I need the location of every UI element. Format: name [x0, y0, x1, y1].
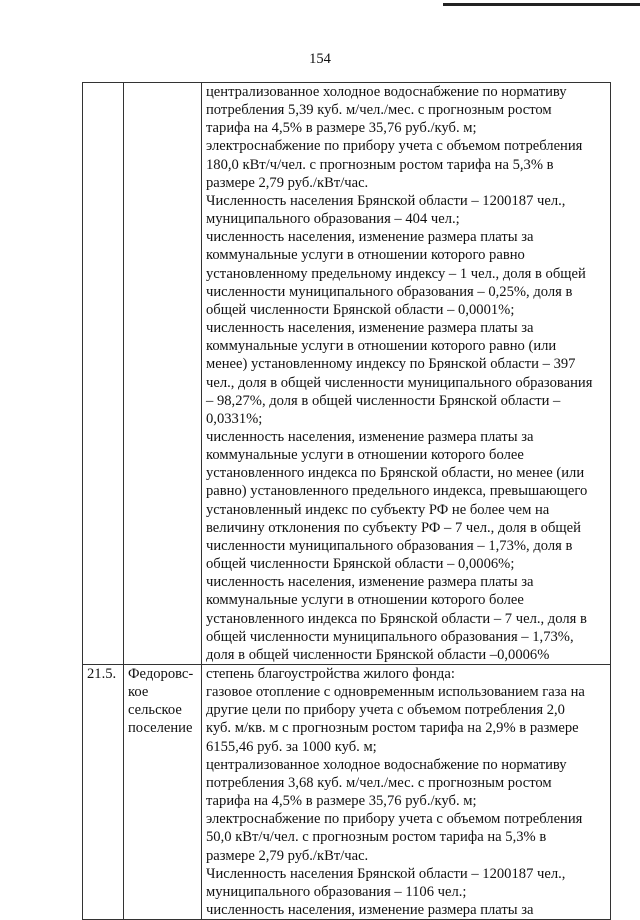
text-line: электроснабжение по прибору учета с объемом потребления [206, 811, 583, 828]
text-line: муниципального образования – 1106 чел.; [206, 883, 467, 900]
text-line: тарифа на 4,5% в размере 35,76 руб./куб. м; [206, 120, 477, 137]
text-line: потребления 5,39 куб. м/чел./мес. с прогнозным ростом [206, 102, 552, 119]
text-line: численность населения, изменение размера платы за [206, 574, 534, 591]
text-line: общей численности Брянской области – 0,0006%; [206, 556, 515, 573]
text-line: степень благоустройства жилого фонда: [206, 666, 455, 682]
text-line: муниципального образования – 404 чел.; [206, 211, 460, 228]
text-line: численности муниципального образования – 1,73%, доля в [206, 537, 573, 554]
text-line: доля в общей численности Брянской области –0,0006% [206, 646, 550, 663]
text-line: численность населения, изменение размера платы за [206, 320, 534, 337]
text-line: установленному предельному индексу – 1 чел., доля в общей [206, 265, 586, 282]
text-line: централизованное холодное водоснабжение по нормативу [206, 84, 567, 100]
text-line: чел., доля в общей численности муниципального образования [206, 374, 593, 391]
text-line: численность населения, изменение размера платы за [206, 902, 534, 919]
text-line: газовое отопление с одновременным использованием газа на [206, 684, 585, 701]
text-line: тарифа на 4,5% в размере 35,76 руб./куб. м; [206, 793, 477, 810]
text-line: установленный индекс по субъекту РФ не более чем на [206, 501, 550, 518]
text-line: 0,0331%; [206, 410, 263, 427]
text-line: Численность населения Брянской области – 1200187 чел., [206, 192, 566, 209]
row-number-cell: 21.5. [83, 665, 124, 920]
name-line: кое [128, 684, 149, 701]
text-line: величину отклонения по субъекту РФ – 7 чел., доля в общей [206, 519, 581, 536]
text-line: централизованное холодное водоснабжение по нормативу [206, 756, 567, 773]
text-line: общей численности Брянской области – 0,0001%; [206, 301, 515, 318]
text-line: 50,0 кВт/ч/чел. с прогнозным ростом тарифа на 5,3% в [206, 829, 547, 846]
description-cell [202, 83, 611, 665]
text-line: электроснабжение по прибору учета с объемом потребления [206, 138, 583, 155]
text-line: коммунальные услуги в отношении которого более [206, 592, 524, 609]
page-number: 154 [309, 51, 331, 67]
top-rule [443, 3, 640, 6]
text-line: куб. м/кв. м с прогнозным ростом тарифа на 2,9% в размере [206, 720, 579, 737]
name-line: Федоровс- [128, 666, 194, 682]
table-row [83, 83, 611, 665]
text-line: потребления 3,68 куб. м/чел./мес. с прогнозным ростом [206, 774, 552, 791]
text-line: коммунальные услуги в отношении которого равно [206, 247, 525, 264]
data-table [82, 82, 611, 920]
text-line: размере 2,79 руб./кВт/час. [206, 174, 369, 191]
municipality-name-cell [124, 83, 202, 665]
text-line: установленного индекса по Брянской области, но менее (или [206, 465, 585, 482]
text-line: численности муниципального образования – 0,25%, доля в [206, 283, 573, 300]
text-line: другие цели по прибору учета с объемом потребления 2,0 [206, 702, 565, 719]
text-line: размере 2,79 руб./кВт/час. [206, 847, 369, 864]
text-line: равно) установленного предельного индекса, превышающего [206, 483, 588, 500]
text-line: установленного индекса по Брянской области – 7 чел., доля в [206, 610, 587, 627]
text-line: коммунальные услуги в отношении которого равно (или [206, 338, 557, 355]
text-line: 180,0 кВт/ч/чел. с прогнозным ростом тарифа на 5,3% в [206, 156, 554, 173]
text-line: менее) установленному индексу по Брянской области – 397 [206, 356, 576, 373]
text-line: 6155,46 руб. за 1000 куб. м; [206, 738, 377, 755]
description-cell [202, 665, 611, 920]
municipality-name-cell [124, 665, 202, 920]
text-line: Численность населения Брянской области – 1200187 чел., [206, 865, 566, 882]
text-line: численность населения, изменение размера платы за [206, 428, 534, 445]
row-number-cell [83, 83, 124, 665]
table-row [83, 665, 611, 920]
name-line: поселение [128, 720, 193, 737]
text-line: – 98,27%, доля в общей численности Брянской области – [206, 392, 561, 409]
text-line: численность населения, изменение размера платы за [206, 229, 534, 246]
text-line: коммунальные услуги в отношении которого более [206, 447, 524, 464]
name-line: сельское [128, 702, 182, 719]
text-line: общей численности муниципального образования – 1,73%, [206, 628, 574, 645]
